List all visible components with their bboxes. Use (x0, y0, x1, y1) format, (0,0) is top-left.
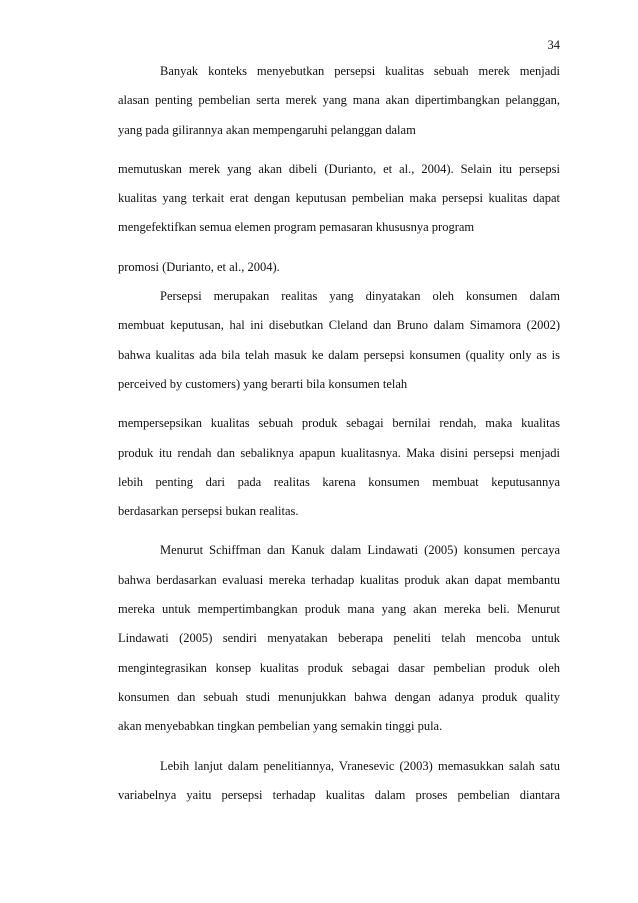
text-line: akan menyebabkan tingkan pembelian yang semakin tinggi pula. (118, 719, 443, 734)
text-line: berdasarkan persepsi bukan realitas. (118, 504, 299, 519)
text-line: bahwa kualitas ada bila telah masuk ke dalam persepsi konsumen (quality only as is (118, 347, 560, 362)
text-line: yang pada gilirannya akan mempengaruhi pelanggan dalam (118, 122, 416, 137)
text-line: Lindawati (2005) sendiri menyatakan beberapa peneliti telah mencoba untuk (118, 631, 560, 646)
text-line: memutuskan merek yang akan dibeli (Durianto, et al., 2004). Selain itu persepsi (118, 161, 560, 176)
text-line: mengintegrasikan konsep kualitas produk sebagai dasar pembelian produk oleh (118, 660, 560, 675)
text-line: konsumen dan sebuah studi menunjukkan bahwa dengan adanya produk quality (118, 689, 560, 704)
text-line: Banyak konteks menyebutkan persepsi kualitas sebuah merek menjadi (160, 64, 560, 78)
text-line: alasan penting pembelian serta merek yang mana akan dipertimbangkan pelanggan, (118, 93, 560, 108)
page-number: 34 (547, 38, 560, 52)
text-line: bahwa berdasarkan evaluasi mereka terhadap kualitas produk akan dapat membantu (118, 572, 560, 587)
text-line: mempersepsikan kualitas sebuah produk sebagai bernilai rendah, maka kualitas (118, 416, 560, 431)
text-line: produk itu rendah dan sebaliknya apapun kualitasnya. Maka disini persepsi menjadi (118, 445, 560, 460)
text-line: membuat keputusan, hal ini disebutkan Cleland dan Bruno dalam Simamora (2002) (118, 318, 560, 333)
text-line: Menurut Schiffman dan Kanuk dalam Lindawati (2005) konsumen percaya (160, 543, 560, 558)
text-line: variabelnya yaitu persepsi terhadap kualitas dalam proses pembelian diantara (118, 787, 560, 802)
text-line: perceived by customers) yang berarti bila konsumen telah (118, 376, 408, 391)
text-line: promosi (Durianto, et al., 2004). (118, 259, 280, 274)
text-line: kualitas yang terkait erat dengan keputusan pembelian maka persepsi kualitas dapat (118, 191, 560, 206)
text-line: Persepsi merupakan realitas yang dinyatakan oleh konsumen dalam (160, 289, 560, 304)
body-text (118, 57, 560, 810)
text-line: mengefektifkan semua elemen program pemasaran khususnya program (118, 220, 475, 235)
text-line: mereka untuk mempertimbangkan produk mana yang akan mereka beli. Menurut (118, 602, 560, 617)
text-line: Lebih lanjut dalam penelitiannya, Vranesevic (2003) memasukkan salah satu (160, 758, 560, 773)
text-line: lebih penting dari pada realitas karena konsumen membuat keputusannya (118, 474, 560, 489)
